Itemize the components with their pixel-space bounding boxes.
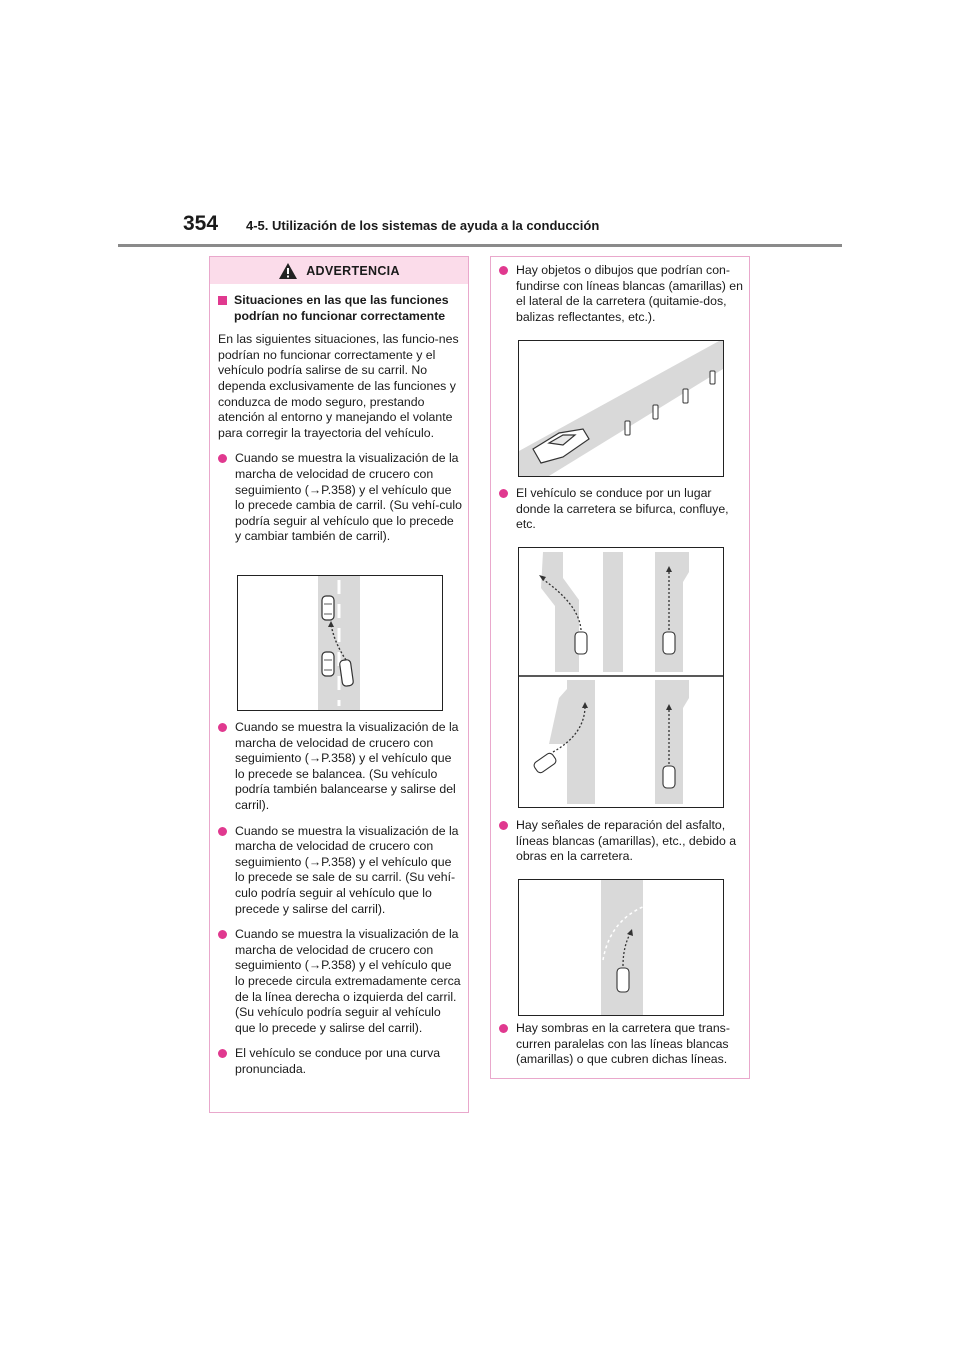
right-text-1 xyxy=(499,263,743,325)
figure-road-fork xyxy=(518,547,724,808)
list-item: Cuando se muestra la visualización de la marcha de velocidad de crucero con seguimiento (→P.358) y el vehículo que lo precede se balancea. (Su vehículo podría también balancearse y salirse del carril). xyxy=(218,720,462,814)
figure-roadside-objects xyxy=(518,340,724,477)
warning-text-block-2 xyxy=(218,720,462,1077)
list-item: Cuando se muestra la visualización de la marcha de velocidad de crucero con seguimiento (→P.358) y el vehículo que lo precede se sale de su carril. (Su vehí-culo podría seguir al vehículo que lo precede y salirse del carril). xyxy=(218,824,462,918)
warning-box-left xyxy=(209,256,469,1113)
right-text-4 xyxy=(499,1021,743,1068)
round-bullet-icon xyxy=(218,1049,227,1058)
round-bullet-icon xyxy=(499,1024,508,1033)
warning-title: ADVERTENCIA xyxy=(306,263,400,278)
round-bullet-icon xyxy=(218,723,227,732)
list-item: Hay señales de reparación del asfalto, líneas blancas (amarillas), etc., debido a obras en la carretera. xyxy=(499,818,743,865)
figure-lane-change xyxy=(237,575,443,711)
figure-road-works xyxy=(518,879,724,1016)
round-bullet-icon xyxy=(218,930,227,939)
right-text-3 xyxy=(499,818,743,865)
list-item: Hay sombras en la carretera que trans-curren paralelas con las líneas blancas (amarillas) o que cubren dichas líneas. xyxy=(499,1021,743,1068)
section-title: 4-5. Utilización de los sistemas de ayuda a la conducción xyxy=(246,218,600,233)
round-bullet-icon xyxy=(499,821,508,830)
list-item: Cuando se muestra la visualización de la marcha de velocidad de crucero con seguimiento (→P.358) y el vehículo que lo precede cambia de carril. (Su vehí-culo podría seguir al vehículo que lo precede y cambiar también de carril). xyxy=(218,451,462,545)
warning-text-block-1 xyxy=(218,293,462,545)
list-item: Cuando se muestra la visualización de la marcha de velocidad de crucero con seguimiento (→P.358) y el vehículo que lo precede circula extremadamente cerca de la línea derecha o izquierda del carril. (Su vehículo podría seguir al vehículo que lo precede y salirse del carril). xyxy=(218,927,462,1036)
round-bullet-icon xyxy=(499,489,508,498)
round-bullet-icon xyxy=(218,454,227,463)
square-bullet-icon xyxy=(218,296,227,305)
list-item: El vehículo se conduce por un lugar donde la carretera se bifurca, confluye, etc. xyxy=(499,486,743,533)
list-item: Hay objetos o dibujos que podrían con-fundirse con líneas blancas (amarillas) en el lateral de la carretera (quitamie-dos, balizas reflectantes, etc.). xyxy=(499,263,743,325)
warning-box-right xyxy=(490,256,750,1079)
warning-triangle-icon xyxy=(278,262,298,280)
round-bullet-icon xyxy=(499,266,508,275)
round-bullet-icon xyxy=(218,827,227,836)
warning-header xyxy=(210,257,468,284)
header-rule xyxy=(118,244,842,247)
warning-intro: En las siguientes situaciones, las funcio-nes podrían no funcionar correctamente y el vehículo podría salirse de su carril. No dependa exclusivamente de las funciones y conduzca de modo seguro, prestando atención al entorno y manejando el volante para corregir la trayectoria del vehículo. xyxy=(218,332,459,440)
page-number: 354 xyxy=(183,212,219,235)
right-text-2 xyxy=(499,486,743,533)
warning-heading: Situaciones en las que las funciones podrían no funcionar correctamente xyxy=(218,293,462,324)
list-item: El vehículo se conduce por una curva pronunciada. xyxy=(218,1046,462,1077)
